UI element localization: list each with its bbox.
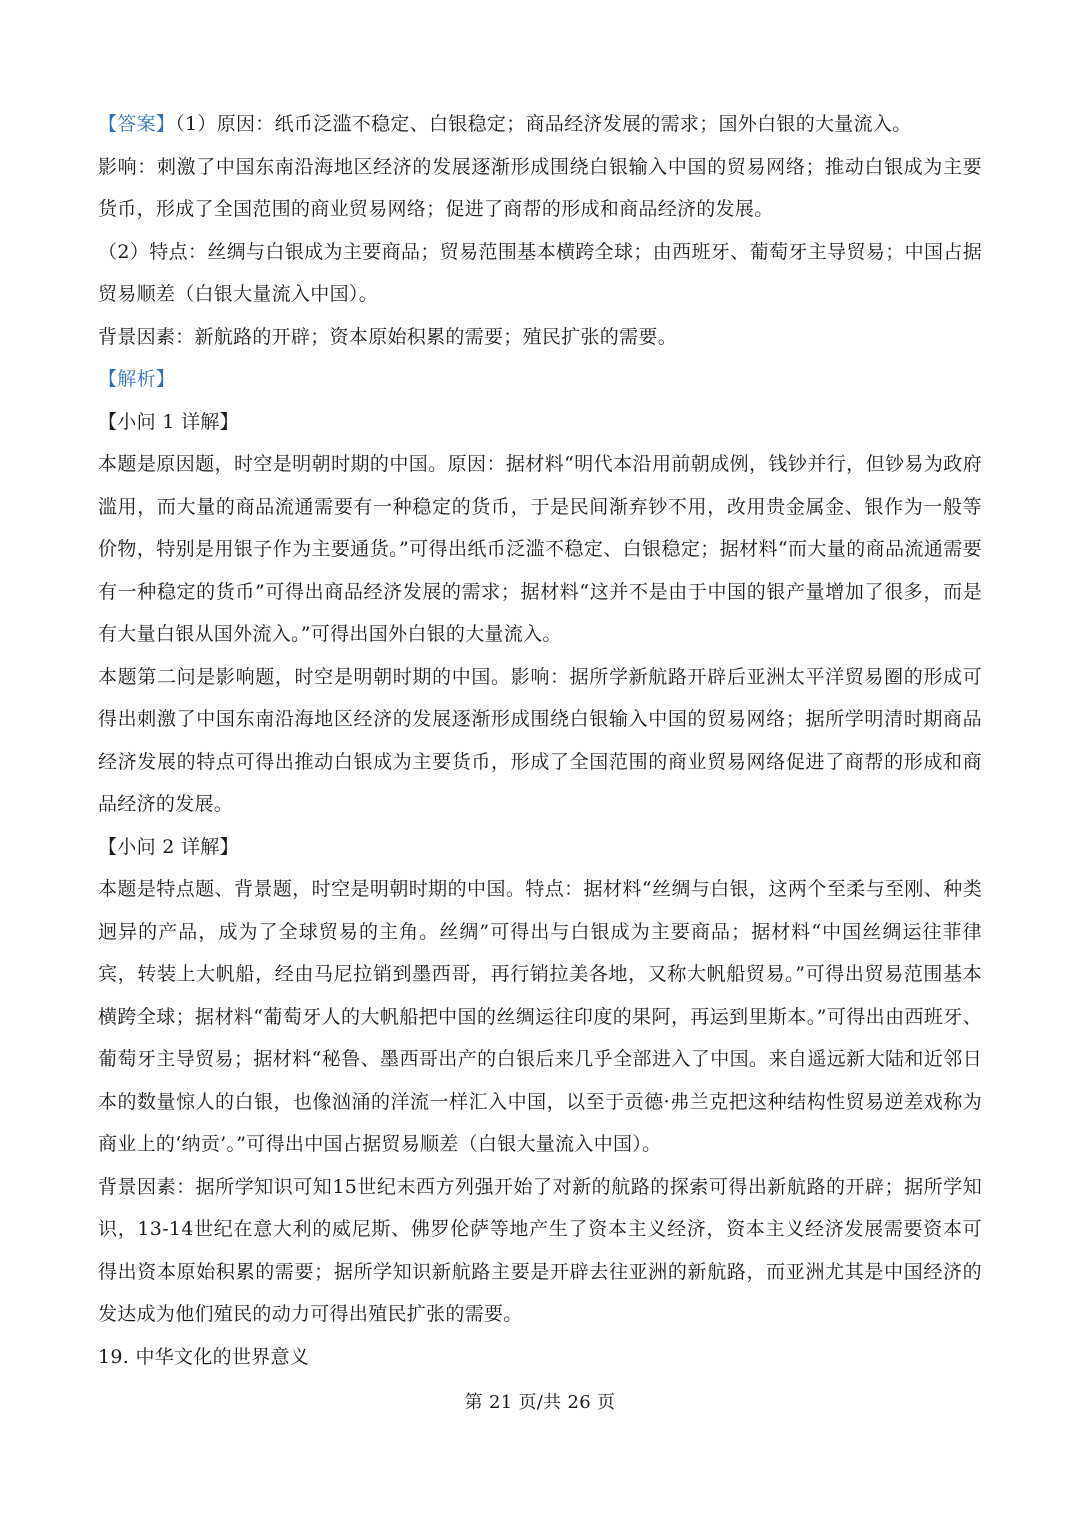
answer-background: 背景因素：新航路的开辟；资本原始积累的需要；殖民扩张的需要。 [98, 325, 678, 348]
next-question-title: 19. 中华文化的世界意义 [98, 1345, 310, 1368]
answer-features: （2）特点：丝绸与白银成为主要商品；贸易范围基本横跨全球；由西班牙、葡萄牙主导贸易；中国占据贸易顺差（白银大量流入中国）。 [98, 240, 982, 305]
sub-question-1-paragraph-1: 本题是原因题，时空是明朝时期的中国。原因：据材料“明代本沿用前朝成例，钱钞并行，但钞易为政府滥用，而大量的商品流通需要有一种稳定的货币，于是民间渐弃钞不用，改用贵金属金、银作为一般等价物，特别是用银子作为主要通货。”可得出纸币泛滥不稳定、白银稳定；据材料“而大量的商品流通需要有一种稳定的货币”可得出商品经济发展的需求；据材料“这并不是由于中国的银产量增加了很多，而是有大量白银从国外流入。”可得出国外白银的大量流入。 [98, 453, 982, 645]
answer-reason-text: （1）原因：纸币泛滥不稳定、白银稳定；商品经济发展的需求；国外白银的大量流入。 [175, 113, 912, 135]
answer-impact: 影响：刺激了中国东南沿海地区经济的发展逐渐形成围绕白银输入中国的贸易网络；推动白银成为主要货币，形成了全国范围的商业贸易网络；促进了商帮的形成和商品经济的发展。 [98, 155, 982, 220]
analysis-tag: 【解析】 [98, 368, 176, 390]
sub-question-2-paragraph-2: 背景因素：据所学知识可知15世纪末西方列强开始了对新的航路的探索可得出新航路的开辟；据所学知识，13-14世纪在意大利的威尼斯、佛罗伦萨等地产生了资本主义经济，资本主义经济发展需要资本可得出资本原始积累的需要；据所学知识新航路主要是开辟去往亚洲的新航路，而亚洲尤其是中国经济的发达成为他们殖民的动力可得出殖民扩张的需要。 [98, 1175, 982, 1325]
sub-question-2-heading: 【小问 2 详解】 [98, 835, 239, 858]
page-number-footer: 第 21 页/共 26 页 [464, 1392, 616, 1413]
sub-question-1-heading: 【小问 1 详解】 [98, 410, 239, 433]
sub-question-2-paragraph-1: 本题是特点题、背景题，时空是明朝时期的中国。特点：据材料“丝绸与白银，这两个至柔与至刚、种类迥异的产品，成为了全球贸易的主角。丝绸”可得出与白银成为主要商品；据材料“中国丝绸运往菲律宾，转装上大帆船，经由马尼拉销到墨西哥，再行销拉美各地，又称大帆船贸易。”可得出贸易范围基本横跨全球；据材料“葡萄牙人的大帆船把中国的丝绸运往印度的果阿，再运到里斯本。”可得出由西班牙、葡萄牙主导贸易；据材料“秘鲁、墨西哥出产的白银后来几乎全部进入了中国。来自遥远新大陆和近邻日本的数量惊人的白银，也像汹涌的洋流一样汇入中国，以至于贡德·弗兰克把这种结构性贸易逆差戏称为商业上的‘纳贡’。”可得出中国占据贸易顺差（白银大量流入中国）。 [98, 878, 982, 1155]
page-content [98, 103, 982, 1378]
answer-reason [98, 103, 982, 146]
sub-question-1-paragraph-2: 本题第二问是影响题，时空是明朝时期的中国。影响：据所学新航路开辟后亚洲太平洋贸易圈的形成可得出刺激了中国东南沿海地区经济的发展逐渐形成围绕白银输入中国的贸易网络；据所学明清时期商品经济发展的特点可得出推动白银成为主要货币，形成了全国范围的商业贸易网络促进了商帮的形成和商品经济的发展。 [98, 665, 982, 815]
answer-tag: 【答案】 [98, 113, 176, 135]
